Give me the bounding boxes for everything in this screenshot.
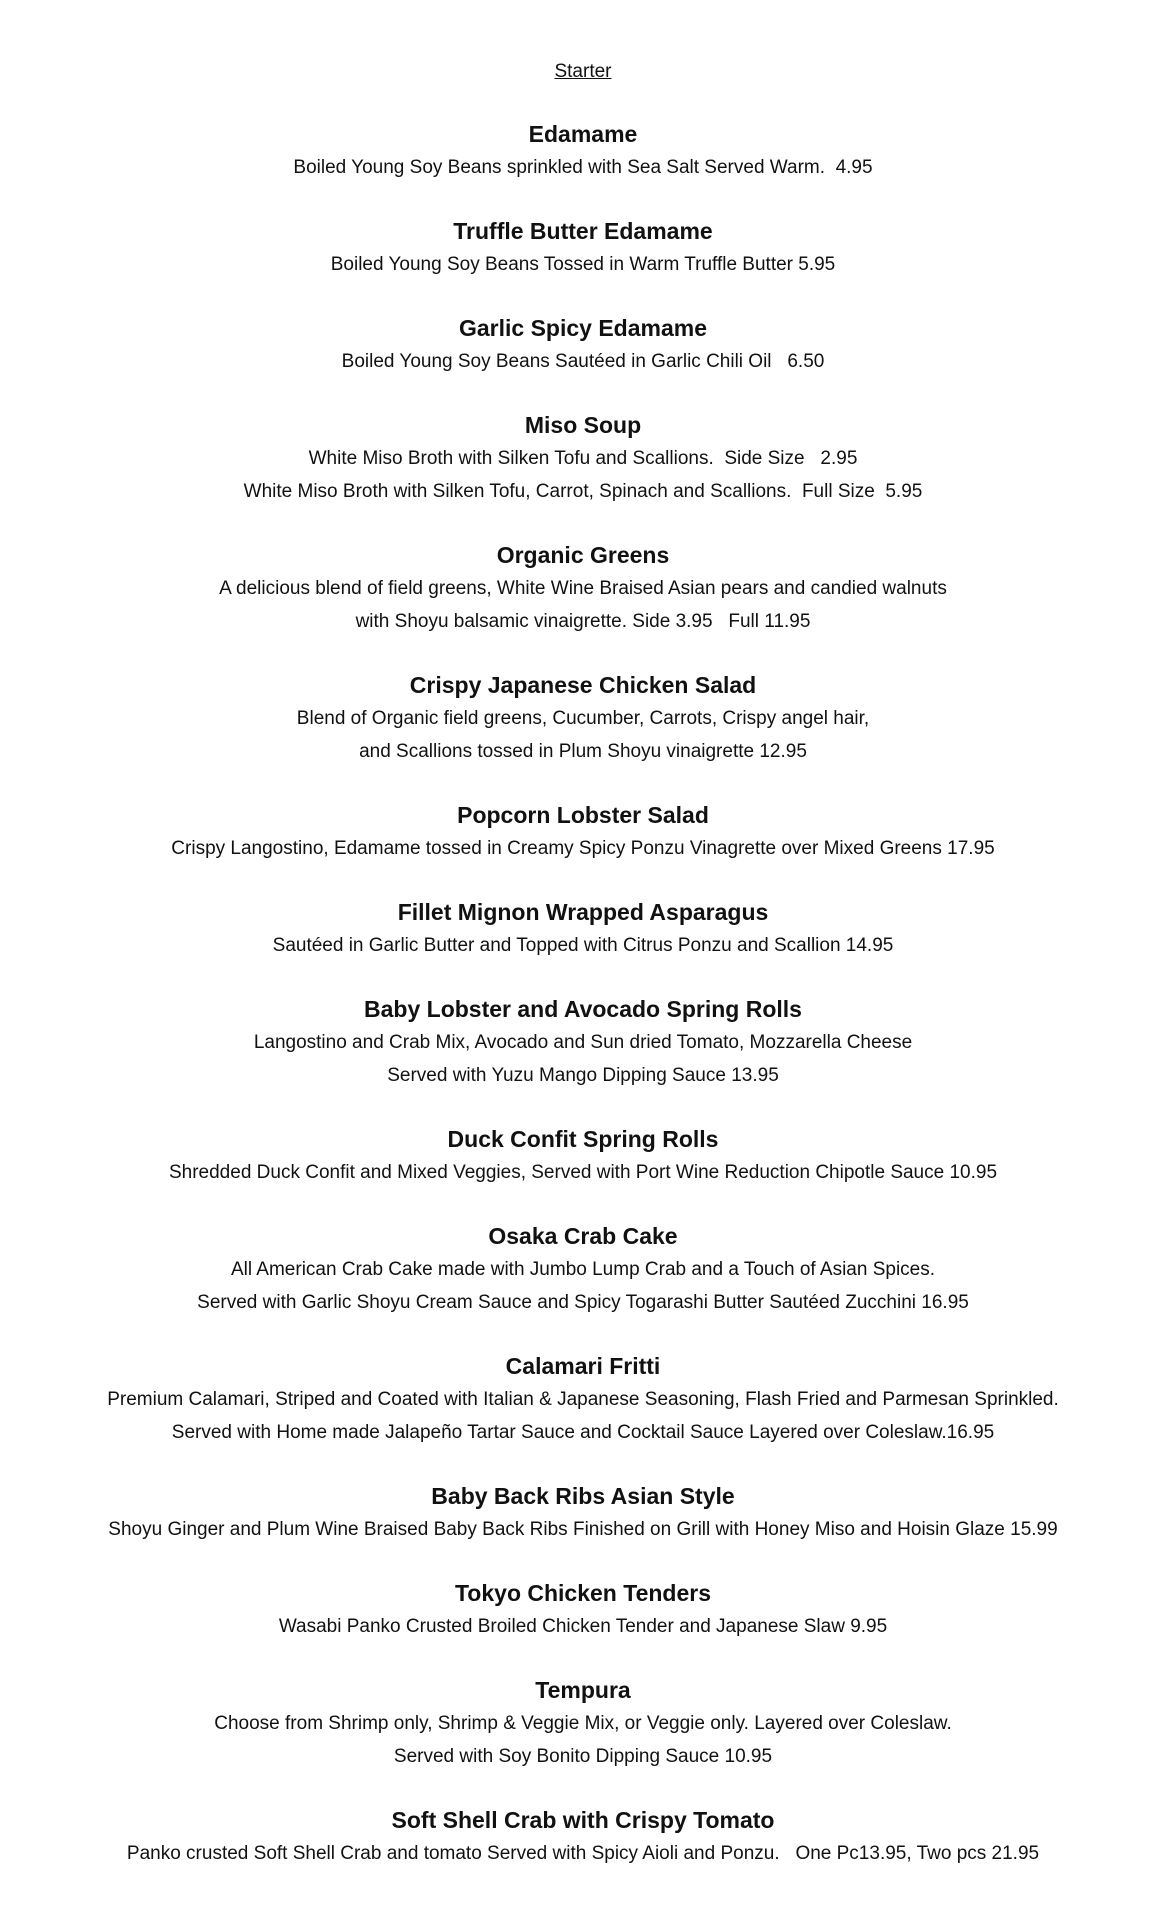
- menu-item-name: Baby Back Ribs Asian Style: [431, 1483, 735, 1509]
- menu-item-description: Served with Home made Jalapeño Tartar Sauce and Cocktail Sauce Layered over Coleslaw.16.95: [171, 1422, 995, 1443]
- menu-item-description: Boiled Young Soy Beans Sautéed in Garlic Chili Oil 6.50: [341, 351, 825, 372]
- menu-item: [0, 670, 1166, 768]
- menu-item-name: Calamari Fritti: [505, 1353, 661, 1379]
- menu-item: [0, 1805, 1166, 1870]
- section-title: Starter: [554, 61, 612, 82]
- menu-item-name: Truffle Butter Edamame: [453, 218, 713, 244]
- menu-items: [0, 119, 1166, 1902]
- menu-item-description: Served with Soy Bonito Dipping Sauce 10.95: [393, 1746, 773, 1767]
- menu-item: [0, 119, 1166, 184]
- menu-item-name: Soft Shell Crab with Crispy Tomato: [391, 1807, 775, 1833]
- menu-item: [0, 1675, 1166, 1773]
- menu-item-name: Popcorn Lobster Salad: [457, 802, 709, 828]
- menu-item: [0, 994, 1166, 1092]
- menu-item: [0, 1221, 1166, 1319]
- menu-item-description: Sautéed in Garlic Butter and Topped with Citrus Ponzu and Scallion 14.95: [272, 935, 894, 956]
- menu-item-name: Organic Greens: [496, 542, 670, 568]
- menu-item: [0, 1351, 1166, 1449]
- menu-item: [0, 540, 1166, 638]
- menu-item-description: Blend of Organic field greens, Cucumber, Carrots, Crispy angel hair,: [296, 708, 870, 729]
- menu-item-name: Duck Confit Spring Rolls: [447, 1126, 719, 1152]
- menu-item-name: Osaka Crab Cake: [488, 1223, 678, 1249]
- menu-item-name: Fillet Mignon Wrapped Asparagus: [397, 899, 769, 925]
- menu-item-description: White Miso Broth with Silken Tofu and Scallions. Side Size 2.95: [308, 448, 858, 469]
- menu-item: [0, 1578, 1166, 1643]
- menu-item-description: Premium Calamari, Striped and Coated with Italian & Japanese Seasoning, Flash Fried and Parmesan Sprinkled.: [107, 1389, 1059, 1410]
- menu-item-description: All American Crab Cake made with Jumbo Lump Crab and a Touch of Asian Spices.: [230, 1259, 936, 1280]
- menu-item-description: Served with Yuzu Mango Dipping Sauce 13.95: [387, 1065, 779, 1086]
- menu-item-description: Choose from Shrimp only, Shrimp & Veggie Mix, or Veggie only. Layered over Coleslaw.: [214, 1713, 952, 1734]
- menu-item-description: White Miso Broth with Silken Tofu, Carrot, Spinach and Scallions. Full Size 5.95: [243, 481, 923, 502]
- menu-item-description: Crispy Langostino, Edamame tossed in Creamy Spicy Ponzu Vinagrette over Mixed Greens 17.95: [171, 838, 995, 859]
- menu-item-name: Miso Soup: [524, 412, 642, 438]
- menu-item: [0, 216, 1166, 281]
- menu-item: [0, 1124, 1166, 1189]
- menu-item-description: Langostino and Crab Mix, Avocado and Sun dried Tomato, Mozzarella Cheese: [253, 1032, 913, 1053]
- menu-item-name: Crispy Japanese Chicken Salad: [409, 672, 757, 698]
- menu-item: [0, 313, 1166, 378]
- menu-item-description: Shredded Duck Confit and Mixed Veggies, Served with Port Wine Reduction Chipotle Sauce 10.95: [168, 1162, 998, 1183]
- menu-item-description: Served with Garlic Shoyu Cream Sauce and Spicy Togarashi Butter Sautéed Zucchini 16.95: [197, 1292, 969, 1313]
- menu-item-description: with Shoyu balsamic vinaigrette. Side 3.95 Full 11.95: [355, 611, 811, 632]
- menu-item-description: Boiled Young Soy Beans sprinkled with Sea Salt Served Warm. 4.95: [293, 157, 873, 178]
- menu-item-name: Baby Lobster and Avocado Spring Rolls: [364, 996, 802, 1022]
- menu-item-description: A delicious blend of field greens, White Wine Braised Asian pears and candied walnuts: [219, 578, 947, 599]
- menu-item-name: Edamame: [528, 121, 638, 147]
- menu-item-description: Boiled Young Soy Beans Tossed in Warm Truffle Butter 5.95: [330, 254, 836, 275]
- menu-item: [0, 1481, 1166, 1546]
- menu-item-description: Panko crusted Soft Shell Crab and tomato Served with Spicy Aioli and Ponzu. One Pc13.95, Two pcs 21.95: [126, 1843, 1040, 1864]
- menu-item: [0, 410, 1166, 508]
- menu-item-description: Shoyu Ginger and Plum Wine Braised Baby Back Ribs Finished on Grill with Honey Miso and Hoisin Glaze 15.99: [108, 1519, 1058, 1540]
- menu-item-description: and Scallions tossed in Plum Shoyu vinaigrette 12.95: [359, 741, 807, 762]
- menu-item-name: Tempura: [535, 1677, 631, 1703]
- menu-item: [0, 897, 1166, 962]
- menu-item-description: Wasabi Panko Crusted Broiled Chicken Tender and Japanese Slaw 9.95: [278, 1616, 888, 1637]
- menu-item: [0, 800, 1166, 865]
- menu-item-name: Tokyo Chicken Tenders: [454, 1580, 712, 1606]
- menu-item-name: Garlic Spicy Edamame: [458, 315, 707, 341]
